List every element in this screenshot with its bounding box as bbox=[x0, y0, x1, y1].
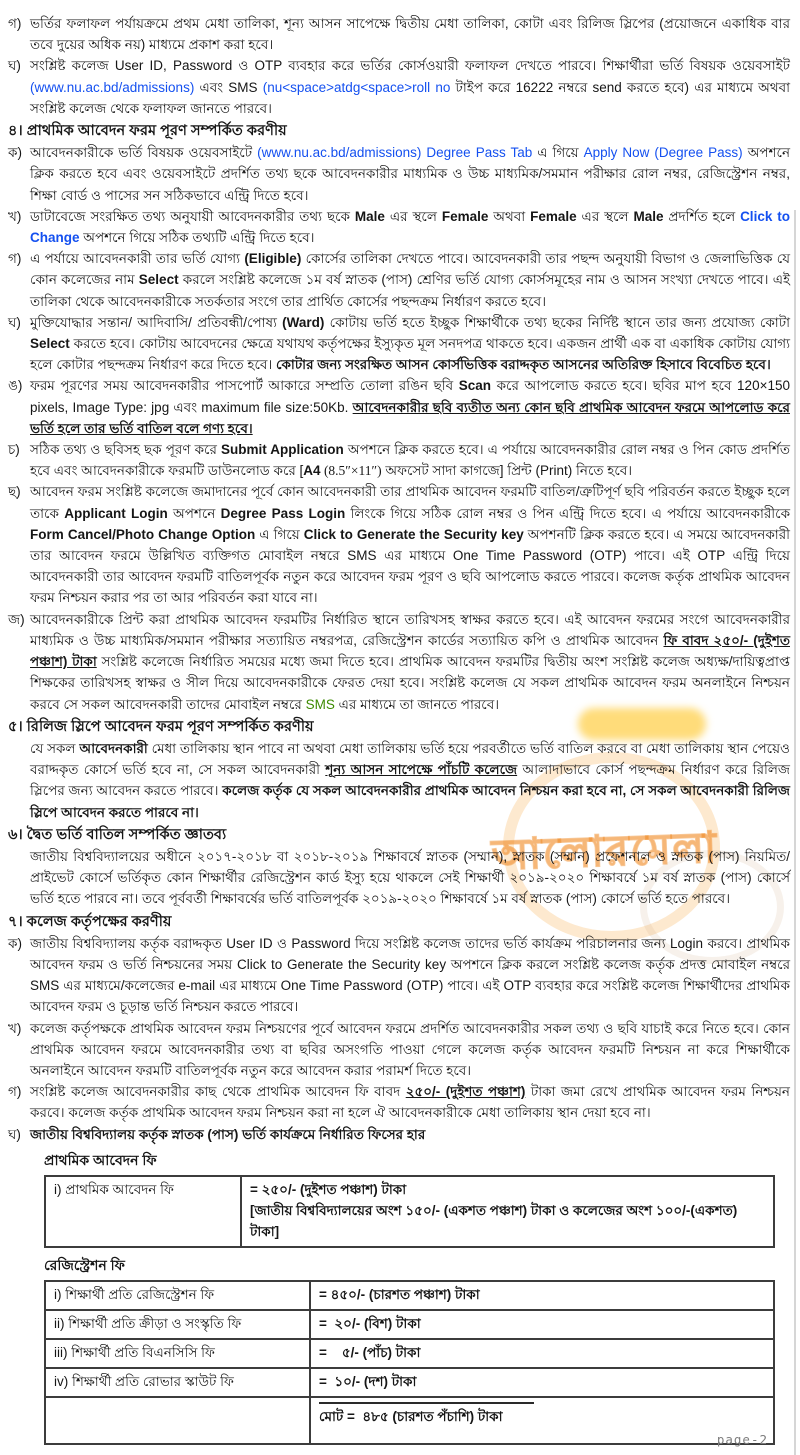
text-segment: করলে সংশ্লিষ্ট কলেজে ১ম বর্ষ স্নাতক (পাস) শ্রেণির ভর্তি যোগ্য কোর্সসমূহের নাম ও আসন সংখ্যা দেখতে পাবে। এই তালিকা থেকে আবেদনকারীকে সতর্কতার সংগে তার প্রার্থিত কোর্সের পছন্দক্রম নির্ধারণ করতে হবে। bbox=[30, 272, 790, 309]
text-segment: অপশনে ক্লিক করতে হবে এবং ওয়েবসাইটে প্রদর্শিত তথ্য ছকে আবেদনকারীর মাধ্যমিক ও উচ্চ মাধ্যমিক/সমমান পরীক্ষার রোল নম্বর, রেজিস্ট্রেশন নম্বর, শিক্ষা বোর্ড ও পাসের সন সঠিকভাবে এন্ট্রি দিতে হবে। bbox=[30, 145, 791, 203]
primary-application-fee-table bbox=[44, 1175, 775, 1248]
fee-amount-cell bbox=[310, 1397, 774, 1444]
table-row bbox=[45, 1397, 774, 1444]
fee-label-cell: i) শিক্ষার্থী প্রতি রেজিস্ট্রেশন ফি bbox=[45, 1281, 310, 1310]
table-row bbox=[45, 1281, 774, 1310]
text-segment: আবেদন ফরম সংশ্লিষ্ট কলেজে জমাদানের পূর্বে কোন আবেদনকারী তার প্রাথমিক আবেদন ফরমটি বাতিল/ত্রুটিপূর্ণ ছবি পরিবর্তন করতে ইচ্ছুক হলে তাকে bbox=[30, 484, 790, 521]
text-segment: সঠিক তথ্য ও ছবিসহ ছক পূরণ করে bbox=[30, 442, 221, 458]
para-dual-admission bbox=[0, 846, 800, 910]
link-text[interactable]: (www.nu.ac.bd/admissions) bbox=[30, 79, 195, 95]
item-7d bbox=[0, 1124, 800, 1145]
text-segment: মুক্তিযোদ্ধার সন্তান/ আদিবাসি/ প্রতিবন্ধী/পোষ্য bbox=[30, 314, 283, 330]
registration-fee-subheading: রেজিস্ট্রেশন ফি bbox=[44, 1256, 125, 1273]
text-segment: লিংকে গিয়ে সঠিক রোল নম্বর ও পিন এন্ট্রি দিতে হবে। এ পর্যায়ে আবেদনকারীকে bbox=[345, 505, 791, 521]
item-4h bbox=[0, 609, 800, 715]
section-5-heading: ৫। রিলিজ স্লিপে আবেদন ফরম পূরণ সম্পর্কিত করণীয় bbox=[8, 718, 314, 735]
text-segment: এ গিয়ে bbox=[255, 526, 304, 542]
fee-label-cell bbox=[45, 1397, 310, 1444]
section-6-heading: ৬। দ্বৈত ভর্তি বাতিল সম্পর্কিত জ্ঞাতব্য bbox=[8, 826, 227, 843]
section-4-heading: ৪। প্রাথমিক আবেদন ফরম পূরণ সম্পর্কিত করণীয় bbox=[8, 123, 287, 140]
text-segment: ভর্তির ফলাফল পর্যায়ক্রমে প্রথম মেধা তালিকা, শূন্য আসন সাপেক্ষে দ্বিতীয় মেধা তালিকা, কোটা এবং রিলিজ স্লিপের (প্রয়োজনে একাধিক বার তবে দুয়ের অধিক নয়) মাধ্যমে প্রকাশ করা হবে। bbox=[30, 16, 790, 53]
text-segment: Degree Pass Login bbox=[220, 505, 346, 521]
text-segment: (Ward) bbox=[282, 314, 325, 330]
text-segment: টাকা জমা রেখে প্রাথমিক আবেদন ফরম নিশ্চয়ন করবে। কলেজ কর্তৃক প্রাথমিক আবেদন ফরম নিশ্চয়ন করা না হলে ঐ আবেদনকারীকে মেধা তালিকায় স্থান দেয়া হবে না। bbox=[30, 1084, 790, 1121]
text-segment: অপশনে bbox=[167, 505, 221, 521]
text-segment: এ পর্যায়ে আবেদনকারী তার ভর্তি যোগ্য bbox=[30, 251, 245, 267]
fee-amount-text: = ৪৫০/- (চারশত পঞ্চাশ) টাকা bbox=[319, 1287, 480, 1303]
item-label: খ) bbox=[8, 1020, 22, 1036]
item-label: গ) bbox=[8, 16, 22, 31]
text-segment: শূন্য আসন সাপেক্ষে পাঁচটি কলেজে bbox=[325, 762, 518, 778]
text-segment: সংশ্লিষ্ট কলেজ User ID, Password ও OTP ব্যবহার করে ভর্তির কোর্সওয়ারী ফলাফল দেখতে পারবে। শিক্ষার্থীরা ভর্তি বিষয়ক ওয়েবসাইট bbox=[30, 58, 790, 74]
item-label: খ) bbox=[8, 208, 22, 224]
item-4a bbox=[0, 142, 800, 206]
text-segment: Male bbox=[633, 208, 664, 224]
text-segment: এর স্থলে bbox=[576, 208, 634, 224]
fee-label-cell: iv) শিক্ষার্থী প্রতি রোভার স্কাউট ফি bbox=[45, 1368, 310, 1397]
text-segment: অথবা bbox=[488, 208, 531, 224]
item-4b bbox=[0, 206, 800, 248]
item-label: ঘ) bbox=[8, 314, 21, 330]
item-label: ছ) bbox=[8, 484, 21, 500]
item-7a bbox=[0, 933, 800, 1018]
link-text: Click to Change bbox=[30, 208, 790, 246]
fee-label-cell: ii) শিক্ষার্থী প্রতি ক্রীড়া ও সংস্কৃতি ফি bbox=[45, 1310, 310, 1339]
text-segment: করে আপলোড করতে হবে। ছবির মাপ হবে 120×150 pixels, Image Type: jpg এবং maximum file size:50Kb. bbox=[30, 378, 790, 415]
fee-label-cell: i) প্রাথমিক আবেদন ফি bbox=[45, 1176, 241, 1247]
sum-rule-line bbox=[319, 1402, 534, 1404]
table-row bbox=[45, 1368, 774, 1397]
text-segment: অপশনটি ক্লিক করতে হবে। এ সময়ে আবেদনকারী তার আবেদন ফরমে উল্লিখিত ব্যক্তিগত মোবাইল নম্বরে SMS এর মাধ্যমে One Time Password (OTP) পাবে। এই OTP এন্ট্রি দিয়ে আবেদনকারী তার আবেদন ফরমটি বাতিলপূর্বক নতুন করে আবেদন ফরম পূরণ ও ছবি আপলোড করতে পারবে। কলেজ কর্তৃক প্রাথমিক আবেদন ফরম নিশ্চয়ন করার পর তা আর পরিবর্তন করা যাবে না। bbox=[30, 526, 791, 606]
fee-amount-text: = ৫/- (পাঁচ) টাকা bbox=[319, 1345, 421, 1361]
text-segment: কোর্সের তালিকা দেখতে পাবে। আবেদনকারী তার পছন্দ অনুযায়ী বিভাগ ও জেলাভিত্তিক যে কোন কলেজের নাম bbox=[30, 251, 790, 288]
text-segment: অপশনে গিয়ে সঠিক তথ্যটি এন্ট্রি দিতে হবে। bbox=[79, 230, 315, 246]
item-7c bbox=[0, 1081, 800, 1123]
text-segment: ফি বাবদ ২৫০/- (দুইশত পঞ্চাশ) টাকা bbox=[30, 632, 790, 670]
text-segment: এর মাধ্যমে তা জানতে পারবে। bbox=[334, 696, 500, 712]
fee-amount-text: [জাতীয় বিশ্ববিদ্যালয়ের অংশ ১৫০/- (একশত পঞ্চাশ) টাকা ও কলেজের অংশ ১০০/-(একশত) টাকা] bbox=[250, 1202, 738, 1239]
text-segment: জাতীয় বিশ্ববিদ্যালয়ের অধীনে ২০১৭-২০১৮ বা ২০১৮-২০১৯ শিক্ষাবর্ষে স্নাতক (সম্মান), স্নাতক (সম্মান) প্রফেশনাল ও স্নাতক (পাস) নিয়মিত/প্রাইভেট কোর্সে ভর্তিকৃত কোন শিক্ষার্থীর রেজিস্ট্রেশন কার্ড ইস্যু হয়ে থাকলে সেই শিক্ষার্থী ২০১৯-২০২০ শিক্ষাবর্ষে ১ম বর্ষ স্নাতক (পাস) কোর্সে ভর্তি হতে পারবে না। তবে পূর্ববর্তী শিক্ষাবর্ষের ভর্তি বাতিলপূর্বক ২০১৯-২০২০ শিক্ষাবর্ষে ১ম বর্ষ স্নাতক (পাস) কোর্সে ভর্তি হতে পারবে। bbox=[30, 848, 790, 907]
scan-edge-artifact bbox=[794, 210, 796, 1455]
fee-amount-text: = ২৫০/- (দুইশত পঞ্চাশ) টাকা bbox=[250, 1181, 407, 1197]
text-segment: টাইপ করে 16222 নম্বরে send করতে হবে) এর মাধ্যমে অথবা সংশ্লিষ্ট কলেজ থেকে ফলাফল জানতে পারবে। bbox=[30, 79, 790, 116]
text-segment: প্রদর্শিত হলে bbox=[663, 208, 741, 224]
text-segment: Click to Generate the Security key bbox=[303, 526, 524, 542]
text-segment: কলেজ কর্তৃপক্ষকে প্রাথমিক আবেদন ফরম নিশ্চয়ণের পূর্বে আবেদন ফরমে প্রদর্শিত আবেদনকারীর সকল তথ্য ও ছবি যাচাই করে নিতে হবে। কোন প্রাথমিক আবেদন ফরমে আবেদনকারীর তথ্য বা ছবির অসংগতি পাওয়া গেলে কলেজ কর্তৃক আবেদন ফরমটি নিশ্চয়ন না করে শিক্ষার্থীকে অনলাইনে আবেদন ফরমটি বাতিলপূর্বক নতুন করে আবেদন করার পরামর্শ দিতে হবে। bbox=[30, 1020, 790, 1078]
link-text[interactable]: (nu<space>atdg<space>roll no bbox=[262, 79, 451, 95]
fee-amount-cell bbox=[310, 1281, 774, 1310]
item-4c bbox=[0, 248, 800, 312]
fee-amount-text: = ২০/- (বিশ) টাকা bbox=[319, 1316, 421, 1332]
link-text[interactable]: (www.nu.ac.bd/admissions) Degree Pass Tab bbox=[257, 145, 533, 161]
text-segment: SMS bbox=[305, 696, 335, 712]
page-number-label: page-2 bbox=[716, 1432, 768, 1447]
text-segment: Select bbox=[30, 336, 70, 352]
text-segment: কোটার জন্য সংরক্ষিত আসন কোর্সভিত্তিক বরাদ্দকৃত আসনের অতিরিক্ত হিসাবে বিবেচিত হবে। bbox=[275, 357, 771, 373]
item-4d bbox=[0, 312, 800, 376]
text-segment: আবেদনকারীকে প্রিন্ট করা প্রাথমিক আবেদন ফরমটির নির্ধারিত স্থানে তারিখসহ স্বাক্ষর করতে হবে। এই আবেদন ফরমের সংগে আবেদনকারীর মাধ্যমিক ও উচ্চ মাধ্যমিক/সমমান পরীক্ষার সত্যায়িত নম্বরপত্র, রেজিস্ট্রেশন কার্ডের সত্যায়িত কপি ও প্রাথমিক আবেদন bbox=[30, 611, 790, 648]
item-7b bbox=[0, 1018, 800, 1082]
text-segment: আবেদনকারী bbox=[79, 740, 148, 756]
text-segment: A4 bbox=[303, 463, 321, 479]
item-label: ঘ) bbox=[8, 58, 21, 74]
text-segment: Male bbox=[354, 208, 385, 224]
primary-fee-subheading: প্রাথমিক আবেদন ফি bbox=[44, 1151, 157, 1168]
item-label: জ) bbox=[8, 611, 25, 627]
item-4f bbox=[0, 439, 800, 481]
text-segment: মেধা তালিকায় স্থান পাবে না অথবা মেধা তালিকায় ভর্তি হয়ে পরবর্তীতে ভর্তি বাতিল করবে বা মেধা তালিকায় স্থান পেয়েও বরাদ্দকৃত কোর্সে ভর্তি হবে না, সে সকল আবেদনকারী bbox=[30, 740, 790, 778]
text-segment: এ গিয়ে bbox=[532, 145, 584, 161]
text-segment: (8.5″×11″) bbox=[320, 463, 382, 479]
text-segment: Scan bbox=[458, 378, 492, 394]
text-segment: Female bbox=[441, 208, 489, 224]
watermark-text: আলোরমেলা bbox=[491, 823, 719, 879]
fee-amount-text: মোট = ৪৮৫ (চারশত পঁচাশি) টাকা bbox=[319, 1409, 503, 1425]
fee-amount-cell bbox=[310, 1310, 774, 1339]
text-segment: কলেজ কর্তৃক যে সকল আবেদনকারীর প্রাথমিক আবেদন নিশ্চয়ন করা হবে না, সে সকল আবেদনকারী রিলিজ স্লিপে আবেদন করতে পারবে না। bbox=[30, 783, 790, 820]
table-row bbox=[45, 1310, 774, 1339]
text-segment: Submit Application bbox=[220, 442, 344, 458]
text-segment: জাতীয় বিশ্ববিদ্যালয় কর্তৃক বরাদ্দকৃত User ID ও Password দিয়ে সংশ্লিষ্ট কলেজ তাদের ভর্তি কার্যক্রম পরিচালনার জন্য Login করবে। প্রাথমিক আবেদন ফরম ও ভর্তি নিশ্চয়নের সময় Click to Generate the Security key অপশনে ক্লিক করলে সংশ্লিষ্ট কলেজ কর্তৃক প্রদত্ত মোবাইল নম্বরে SMS এর মাধ্যমে/কলেজের e-mail এর মাধ্যমে One Time Password (OTP) পাবে। এই OTP ব্যবহার করে সংশ্লিষ্ট কলেজ শিক্ষার্থীদের প্রাথমিক আবেদন ফরম ও চূড়ান্ত ভর্তি নিশ্চয়ন করতে পারবে। bbox=[30, 935, 790, 1015]
text-segment: Form Cancel/Photo Change Option bbox=[30, 526, 256, 542]
para-release-slip bbox=[0, 738, 800, 823]
fee-amount-cell bbox=[241, 1176, 774, 1247]
text-segment: আবেদনকারীকে ভর্তি বিষয়ক ওয়েবসাইটে bbox=[30, 145, 258, 161]
text-segment: ফরম পূরণের সময় আবেদনকারীর পাসপোর্ট আকারে সম্প্রতি তোলা রঙিন ছবি bbox=[30, 378, 459, 394]
text-segment: (Eligible) bbox=[244, 251, 302, 267]
fee-label-cell: iii) শিক্ষার্থী প্রতি বিএনসিসি ফি bbox=[45, 1339, 310, 1368]
table-row bbox=[45, 1339, 774, 1368]
item-result-check bbox=[0, 55, 800, 119]
fee-amount-cell bbox=[310, 1339, 774, 1368]
text-segment: করতে হবে। কোটায় আবেদনের ক্ষেত্রে যথাযথ কর্তৃপক্ষের ইস্যুকৃত মূল সনদপত্র থাকতে হবে। একজন প্রার্থী এক বা একাধিক কোটায় যোগ্য হলে কোটার পছন্দক্রম নির্ধারণ করে দিতে হবে। bbox=[30, 336, 790, 373]
item-label: ক) bbox=[8, 145, 22, 161]
item-label: ঙ) bbox=[8, 378, 23, 394]
text-segment: অপশনে ক্লিক করতে হবে। এ পর্যায়ে আবেদনকারীর রোল নম্বর ও পিন কোড প্রদর্শিত হবে এবং আবেদনকারীকে ফরমটি ডাউনলোড করে [ bbox=[30, 442, 790, 479]
item-4g bbox=[0, 481, 800, 608]
text-segment: এর স্থলে bbox=[384, 208, 442, 224]
item-result-publication bbox=[0, 13, 800, 55]
item-4e bbox=[0, 375, 800, 439]
primary-application-fee-table bbox=[44, 1175, 775, 1248]
item-label: চ) bbox=[8, 442, 20, 458]
text-segment: Female bbox=[530, 208, 577, 224]
text-segment: সংশ্লিষ্ট কলেজ আবেদনকারীর কাছ থেকে প্রাথমিক আবেদন ফি বাবদ bbox=[30, 1084, 406, 1100]
registration-fee-table bbox=[44, 1280, 775, 1445]
text-segment: এবং SMS bbox=[194, 79, 263, 95]
item-label: গ) bbox=[8, 1084, 22, 1100]
text-segment: আলাদাভাবে কোর্স পছন্দক্রম নির্ধারণ করে রিলিজ স্লিপের জন্য আবেদন করতে পারবে। bbox=[30, 762, 790, 799]
text-segment: Select bbox=[138, 272, 179, 288]
item-label: গ) bbox=[8, 251, 22, 267]
link-text[interactable]: Apply Now (Degree Pass) bbox=[583, 145, 743, 161]
table-row bbox=[45, 1176, 774, 1247]
item-label: ক) bbox=[8, 935, 22, 951]
text-segment: ডাটাবেজে সংরক্ষিত তথ্য অনুযায়ী আবেদনকারীর তথ্য ছকে bbox=[30, 208, 355, 224]
section-7-heading: ৭। কলেজ কর্তৃপক্ষের করণীয় bbox=[8, 913, 172, 930]
registration-fee-table bbox=[44, 1280, 775, 1445]
fee-amount-cell bbox=[310, 1368, 774, 1397]
text-segment: অফসেট সাদা কাগজে] প্রিন্ট (Print) নিতে হবে। bbox=[381, 463, 633, 479]
text-segment: আবেদনকারীর ছবি ব্যতীত অন্য কোন ছবি প্রাথমিক আবেদন ফরমে আপলোড করে ভর্তি হলে তার ভর্তি বাতিল বলে গণ্য হবে। bbox=[30, 399, 790, 436]
text-segment: সংশ্লিষ্ট কলেজে নির্ধারিত সময়ের মধ্যে জমা দিতে হবে। প্রাথমিক আবেদন ফরমটির দ্বিতীয় অংশ সংশ্লিষ্ট কলেজ অধ্যক্ষ/দায়িত্বপ্রাপ্ত শিক্ষকের তারিখসহ স্বাক্ষর ও সীল দিয়ে আবেদনকারীকে ফেরত দেয়া হবে। সংশ্লিষ্ট কলেজ যে সকল প্রাথমিক আবেদন ফরম অনলাইনে নিশ্চয়ন করবে সে সকল আবেদনকারী তাদের মোবাইল নম্বরে bbox=[30, 654, 790, 712]
fee-amount-text: = ১০/- (দশ) টাকা bbox=[319, 1374, 417, 1390]
text-segment: ২৫০/- (দুইশত পঞ্চাশ) bbox=[405, 1084, 526, 1100]
text-segment: যে সকল bbox=[30, 740, 80, 756]
text-segment: জাতীয় বিশ্ববিদ্যালয় কর্তৃক স্নাতক (পাস) ভর্তি কার্যক্রমে নির্ধারিত ফিসের হার bbox=[30, 1126, 426, 1142]
text-segment: Applicant Login bbox=[64, 505, 168, 521]
item-label: ঘ) bbox=[8, 1126, 21, 1142]
text-segment: কোটায় ভর্তি হতে ইচ্ছুক শিক্ষার্থীকে তথ্য ছকের নির্দিষ্ট স্থানে তার জন্য প্রযোজ্য কোটা bbox=[324, 314, 790, 330]
